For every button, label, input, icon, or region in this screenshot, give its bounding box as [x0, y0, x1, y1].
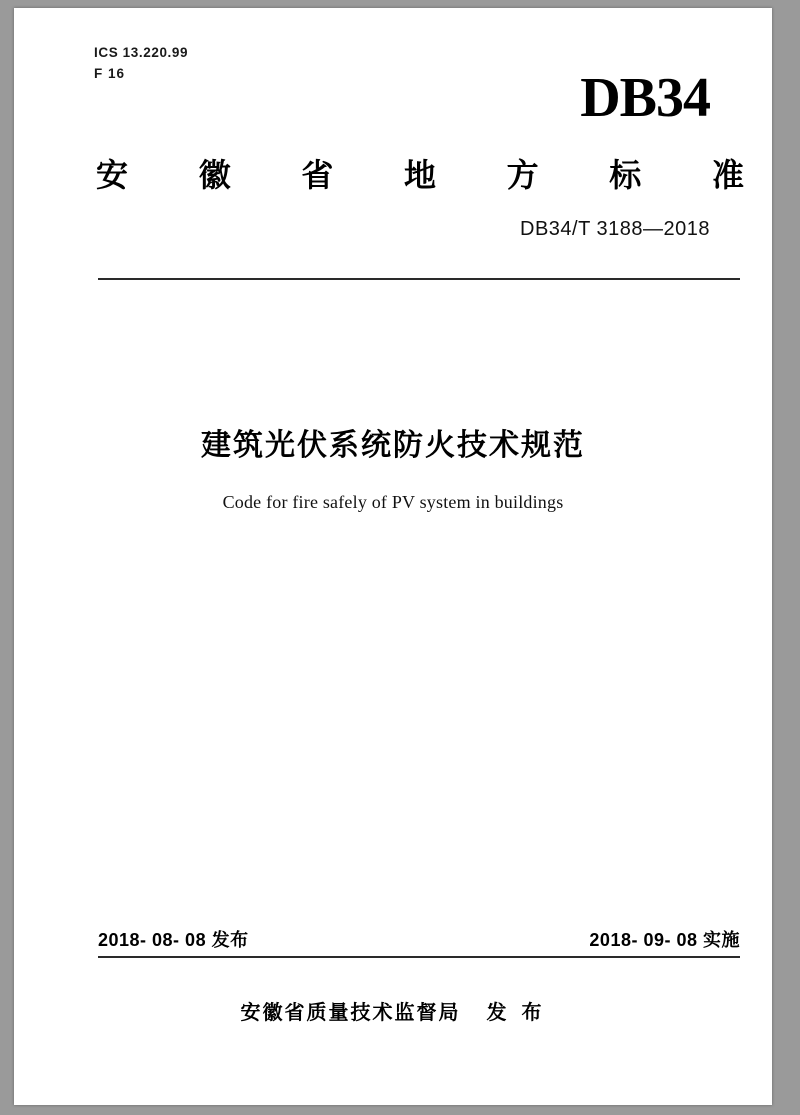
issue-word: 发 布 — [486, 1000, 546, 1024]
footer-divider — [98, 956, 740, 958]
db34-logo: DB34 — [580, 67, 710, 129]
issuer-name: 安徽省质量技术监督局 — [240, 1000, 461, 1024]
ics-block — [94, 42, 188, 84]
document-page — [14, 8, 772, 1105]
standard-number: DB34/T 3188—2018 — [520, 218, 710, 240]
classification-code: F 16 — [94, 66, 126, 81]
standard-kind-heading — [96, 150, 744, 196]
page-subtitle-english: Code for fire safely of PV system in buildings — [222, 492, 564, 512]
footer-dates — [98, 926, 740, 952]
standard-kind-char: 标 — [609, 156, 642, 194]
standard-kind-char: 地 — [403, 156, 436, 194]
standard-kind-char: 安 — [96, 156, 129, 194]
standard-kind-char: 徽 — [198, 156, 231, 194]
implement-date: 2018- 09- 08 实施 — [589, 930, 740, 950]
standard-kind-char: 准 — [711, 156, 744, 194]
header-divider — [98, 278, 740, 280]
standard-kind-char: 省 — [301, 156, 334, 194]
issuer-line — [14, 996, 772, 1025]
standard-kind-char: 方 — [506, 156, 539, 194]
page-title: 建筑光伏系统防火技术规范 — [201, 428, 585, 463]
cover-sheet — [14, 8, 772, 1105]
publish-date: 2018- 08- 08 发布 — [98, 930, 249, 950]
ics-code: ICS 13.220.99 — [94, 45, 189, 60]
